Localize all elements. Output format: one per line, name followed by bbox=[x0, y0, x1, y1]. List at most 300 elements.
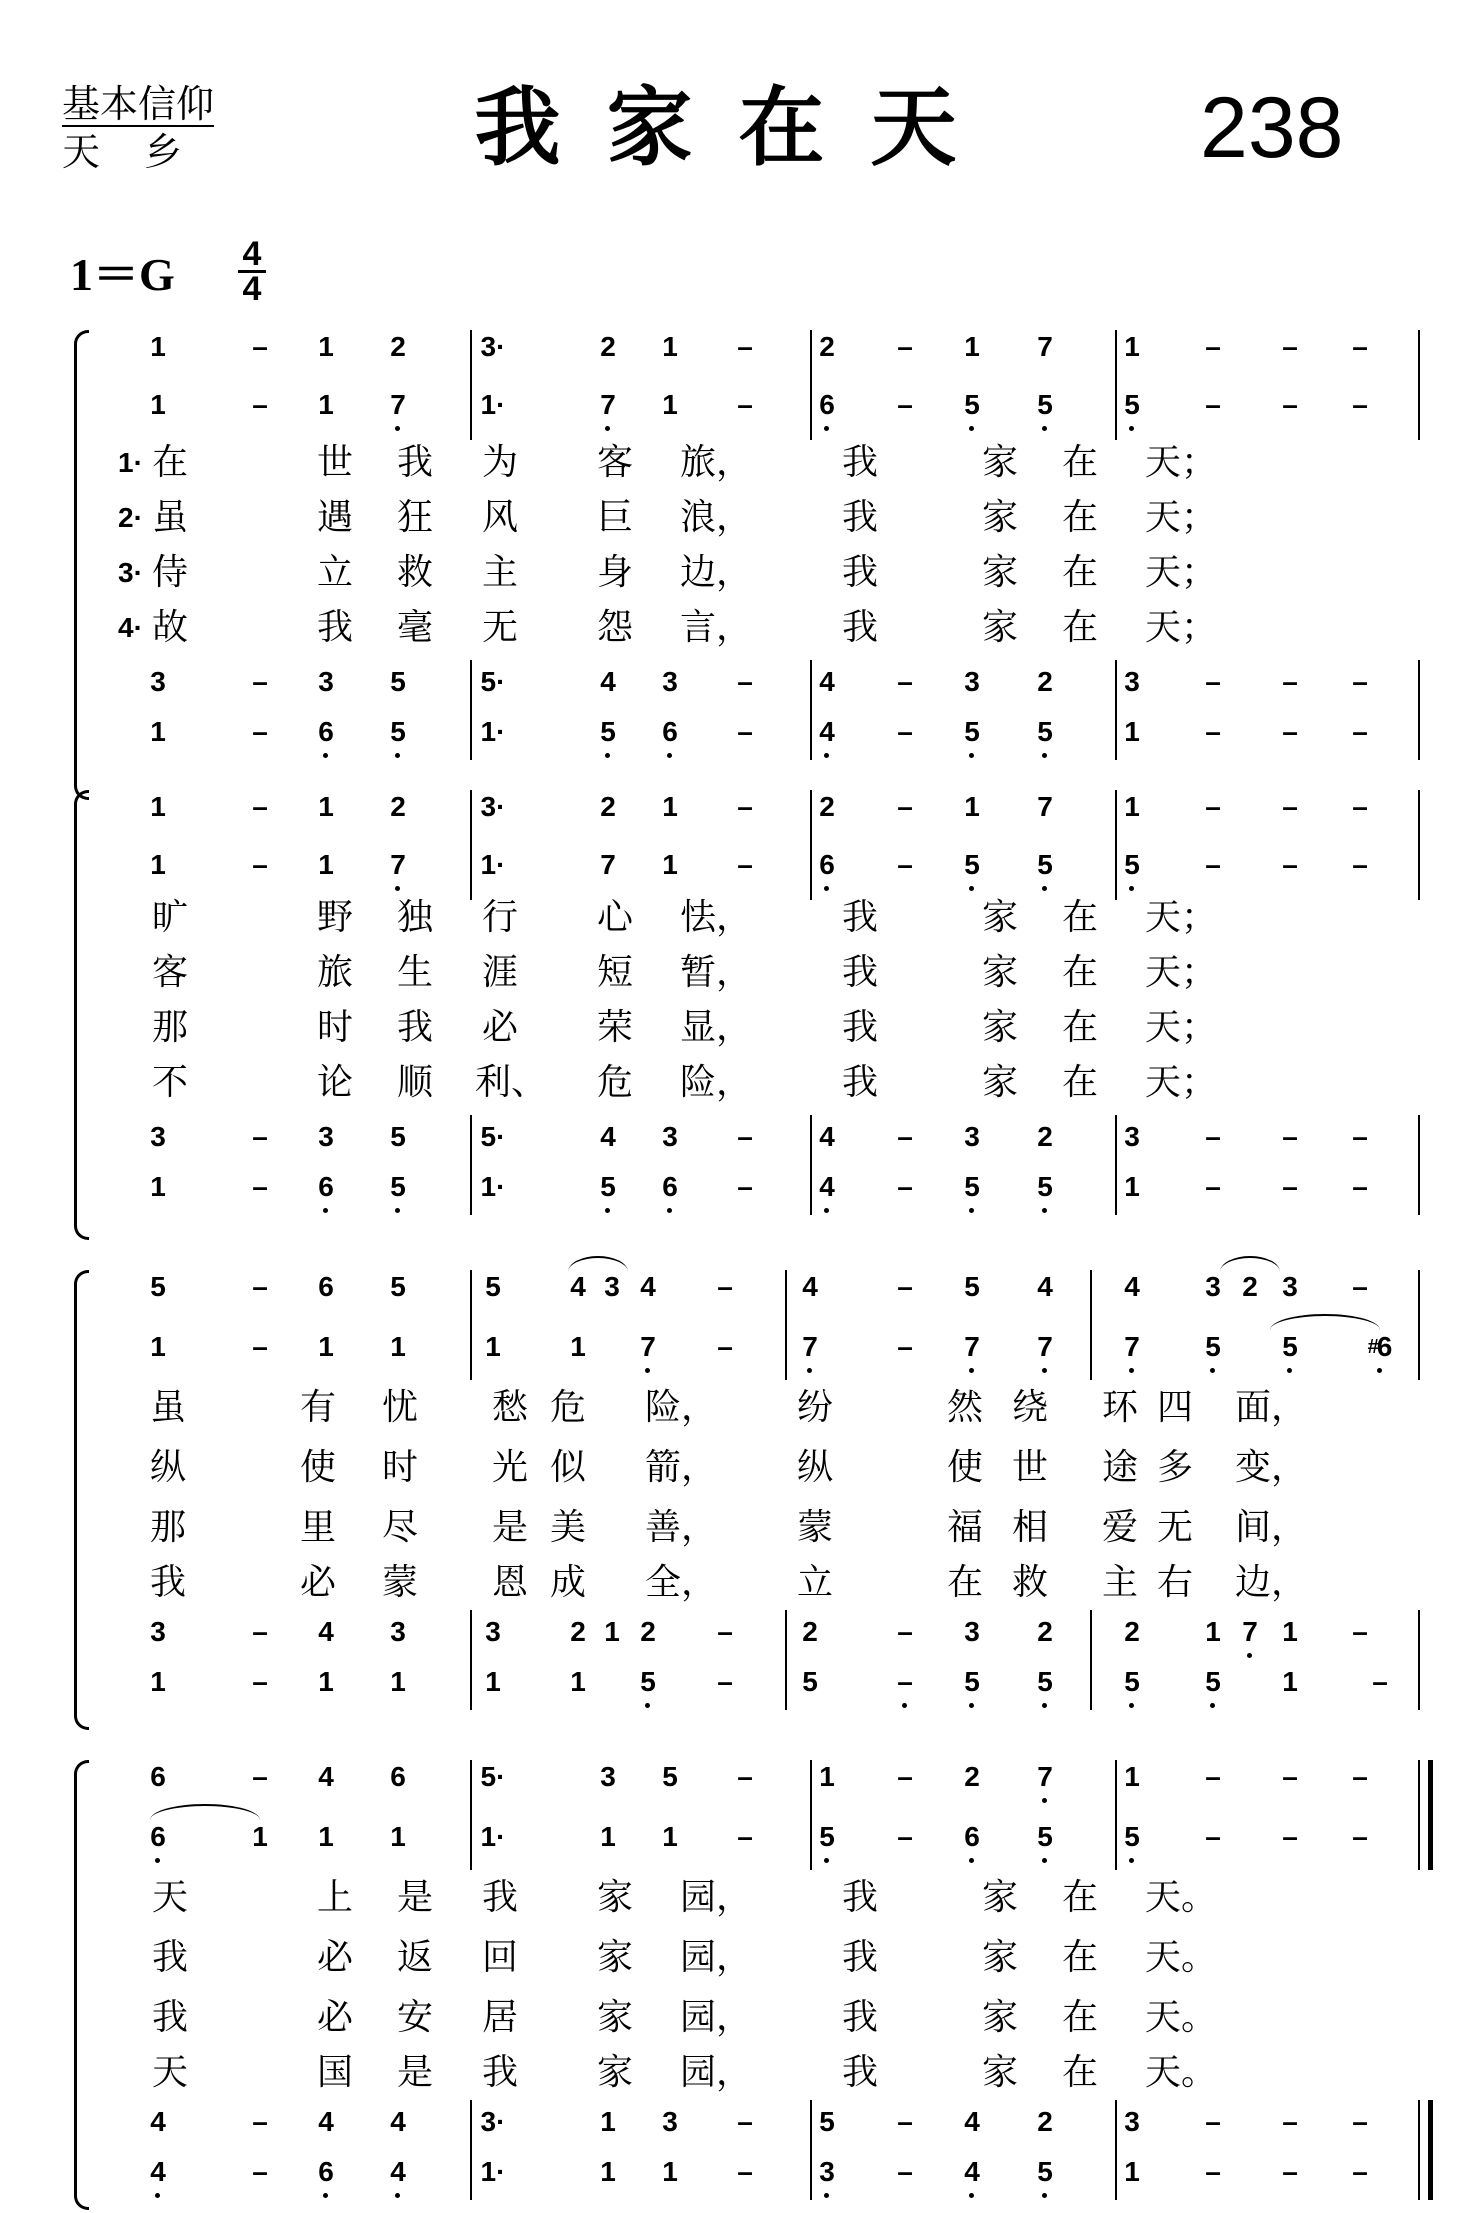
note: 7 bbox=[378, 388, 418, 422]
harmony-row-2 bbox=[0, 715, 1477, 755]
lyric-line-3 bbox=[0, 1995, 1477, 2045]
octave-dot bbox=[645, 1368, 650, 1373]
octave-dot bbox=[155, 2193, 160, 2198]
note: – bbox=[737, 2106, 753, 2137]
note: – bbox=[717, 1666, 733, 1697]
note: 1 bbox=[1124, 716, 1140, 747]
octave-dot bbox=[395, 2193, 400, 2198]
note: 6 bbox=[138, 1820, 178, 1854]
note: – bbox=[717, 1616, 733, 1647]
slur-mark bbox=[1270, 1314, 1380, 1330]
lyric-char: 成 bbox=[549, 1562, 586, 1603]
note: 5 bbox=[952, 715, 992, 749]
lyric-char: 天 bbox=[151, 2052, 188, 2093]
octave-dot bbox=[902, 1703, 907, 1708]
note: 1· bbox=[480, 1821, 506, 1852]
lyric-char: 必 bbox=[316, 1937, 353, 1978]
note: – bbox=[1205, 389, 1221, 420]
note: 1 bbox=[318, 1331, 334, 1362]
lyric-char: 我 bbox=[481, 1877, 518, 1918]
lyric-char: 我 bbox=[841, 1062, 878, 1103]
octave-dot bbox=[1042, 1703, 1047, 1708]
lyric-char: 生 bbox=[396, 952, 433, 993]
lyric-char: 似 bbox=[549, 1447, 586, 1488]
note: – bbox=[1282, 849, 1298, 880]
note: – bbox=[252, 791, 268, 822]
note: – bbox=[1352, 1271, 1368, 1302]
note: 1 bbox=[570, 1666, 586, 1697]
note: 1 bbox=[1282, 1666, 1298, 1697]
note: – bbox=[885, 1665, 925, 1699]
lyric-char: 主 bbox=[1101, 1562, 1138, 1603]
note: 1 bbox=[390, 1666, 406, 1697]
lyric-char: 在 bbox=[1061, 897, 1098, 938]
note: 4 bbox=[802, 1271, 818, 1302]
melody-row-2 bbox=[0, 848, 1477, 888]
note: 1 bbox=[1124, 2156, 1140, 2187]
note: 7 bbox=[1025, 1760, 1065, 1794]
note: 5 bbox=[150, 1271, 166, 1302]
lyric-char: 我 bbox=[841, 497, 878, 538]
lyric-char: 主 bbox=[481, 552, 518, 593]
lyric-char: 世 bbox=[316, 442, 353, 483]
lyric-line-2 bbox=[0, 950, 1477, 1000]
lyric-char: 故 bbox=[151, 607, 188, 648]
lyric-char: 家 bbox=[981, 1997, 1018, 2038]
melody-row-2 bbox=[0, 1330, 1477, 1370]
lyric-char: 遇 bbox=[316, 497, 353, 538]
lyric-char: 救 bbox=[396, 552, 433, 593]
note: – bbox=[737, 849, 753, 880]
verse-number: 4· bbox=[118, 612, 143, 643]
lyric-char: 立 bbox=[796, 1562, 833, 1603]
lyric-char: 不 bbox=[151, 1062, 188, 1103]
lyric-char: 在 bbox=[1061, 442, 1098, 483]
note: – bbox=[1352, 331, 1368, 362]
octave-dot bbox=[1129, 426, 1134, 431]
note: 5 bbox=[628, 1665, 668, 1699]
lyric-char: 全， bbox=[645, 1562, 718, 1603]
harmony-row-1 bbox=[0, 1615, 1477, 1655]
subcategory-text: 天乡 bbox=[62, 130, 227, 174]
lyric-char: 美 bbox=[549, 1507, 586, 1548]
note: – bbox=[1352, 716, 1368, 747]
lyric-char: 在 bbox=[1061, 2052, 1098, 2093]
note: 2 bbox=[802, 1616, 818, 1647]
lyric-char: 为 bbox=[481, 442, 518, 483]
lyric-char: 野 bbox=[316, 897, 353, 938]
lyric-char: 风 bbox=[481, 497, 518, 538]
lyric-char: 边， bbox=[680, 552, 753, 593]
octave-dot bbox=[1042, 1208, 1047, 1213]
lyric-line-4 bbox=[0, 2050, 1477, 2100]
verse-number: 1· bbox=[118, 447, 143, 478]
lyric-char: 天。 bbox=[1145, 1937, 1218, 1978]
lyric-char: 天 bbox=[151, 1877, 188, 1918]
octave-dot bbox=[1042, 1368, 1047, 1373]
octave-dot bbox=[969, 886, 974, 891]
note: 1 bbox=[600, 2156, 616, 2187]
note: 2 bbox=[600, 791, 616, 822]
note: 5 bbox=[819, 2106, 835, 2137]
note: – bbox=[737, 666, 753, 697]
note: 2 bbox=[1037, 666, 1053, 697]
melody-row-1 bbox=[0, 1760, 1477, 1800]
note: 2 bbox=[964, 1761, 980, 1792]
lyric-char: 天。 bbox=[1145, 1877, 1218, 1918]
lyric-char: 我 bbox=[841, 1877, 878, 1918]
note: 1 bbox=[318, 1666, 334, 1697]
note: 3 bbox=[964, 666, 980, 697]
lyric-char: 立 bbox=[316, 552, 353, 593]
harmony-row-2 bbox=[0, 1170, 1477, 1210]
lyric-char: 善， bbox=[645, 1507, 718, 1548]
lyric-line-3 bbox=[0, 550, 1477, 600]
note: 1 bbox=[1205, 1616, 1221, 1647]
note: 7 bbox=[1037, 331, 1053, 362]
note: 5 bbox=[390, 666, 406, 697]
note: – bbox=[1282, 1171, 1298, 1202]
note: 3 bbox=[1205, 1271, 1221, 1302]
meter-bottom: 4 bbox=[238, 270, 266, 305]
octave-dot bbox=[1042, 1798, 1047, 1803]
note: 1 bbox=[1124, 1761, 1140, 1792]
octave-dot bbox=[395, 426, 400, 431]
note: 5 bbox=[952, 848, 992, 882]
note: 1 bbox=[662, 389, 678, 420]
note: 7 bbox=[790, 1330, 830, 1364]
note: 1 bbox=[600, 2106, 616, 2137]
note: – bbox=[897, 1121, 913, 1152]
note: 5 bbox=[1025, 848, 1065, 882]
lyric-char: 间， bbox=[1235, 1507, 1308, 1548]
note: – bbox=[252, 2156, 268, 2187]
note: 1 bbox=[600, 1821, 616, 1852]
lyric-char: 时 bbox=[316, 1007, 353, 1048]
note: – bbox=[1205, 331, 1221, 362]
note: 6 bbox=[807, 848, 847, 882]
lyric-char: 我 bbox=[151, 1997, 188, 2038]
note: 5 bbox=[1112, 848, 1152, 882]
lyric-char: 我 bbox=[841, 607, 878, 648]
verse-number: 2· bbox=[118, 502, 143, 533]
harmony-row-1 bbox=[0, 1120, 1477, 1160]
note: 6 bbox=[306, 1170, 346, 1204]
lyric-line-1 bbox=[0, 895, 1477, 945]
lyric-char: 天。 bbox=[1145, 1997, 1218, 2038]
lyric-char: 天； bbox=[1145, 607, 1218, 648]
octave-dot bbox=[824, 1208, 829, 1213]
note: 1· bbox=[480, 716, 506, 747]
lyric-char: 在 bbox=[1061, 1997, 1098, 2038]
note: – bbox=[737, 1821, 753, 1852]
hymn-title: 我家在天 bbox=[474, 78, 1003, 178]
note: 5 bbox=[1025, 1665, 1065, 1699]
lyric-char: 在 bbox=[946, 1562, 983, 1603]
note: – bbox=[252, 666, 268, 697]
note: 7 bbox=[628, 1330, 668, 1364]
note: 1 bbox=[150, 791, 166, 822]
note: – bbox=[737, 1171, 753, 1202]
lyric-char: 光 bbox=[491, 1447, 528, 1488]
lyric-char: 家 bbox=[596, 1877, 633, 1918]
note: – bbox=[1352, 1171, 1368, 1202]
note: 3 bbox=[318, 666, 334, 697]
harmony-row-2 bbox=[0, 2155, 1477, 2195]
lyric-line-4 bbox=[0, 1560, 1477, 1610]
lyric-char: 无 bbox=[1156, 1507, 1193, 1548]
lyric-char: 蒙 bbox=[381, 1562, 418, 1603]
lyric-char: 绕 bbox=[1011, 1387, 1048, 1428]
octave-dot bbox=[969, 753, 974, 758]
note: 5 bbox=[1270, 1330, 1310, 1364]
lyric-line-1 bbox=[0, 1875, 1477, 1925]
system-3 bbox=[0, 1270, 1477, 1730]
lyric-char: 家 bbox=[981, 497, 1018, 538]
octave-dot bbox=[969, 426, 974, 431]
note: – bbox=[252, 1121, 268, 1152]
lyric-char: 我 bbox=[841, 1007, 878, 1048]
melody-row-1 bbox=[0, 790, 1477, 830]
octave-dot bbox=[1042, 886, 1047, 891]
lyric-char: 独 bbox=[396, 897, 433, 938]
octave-dot bbox=[155, 1858, 160, 1863]
lyric-char: 我 bbox=[149, 1562, 186, 1603]
octave-dot bbox=[1129, 1703, 1134, 1708]
note: 5 bbox=[390, 1271, 406, 1302]
note: – bbox=[1352, 1616, 1368, 1647]
note: 6 bbox=[306, 2155, 346, 2189]
note: – bbox=[737, 1761, 753, 1792]
note: 3 bbox=[150, 1121, 166, 1152]
lyric-char: 行 bbox=[481, 897, 518, 938]
lyric-char: 家 bbox=[981, 1877, 1018, 1918]
lyric-char: 家 bbox=[596, 1997, 633, 2038]
octave-dot bbox=[969, 1858, 974, 1863]
harmony-row-2 bbox=[0, 1665, 1477, 1705]
octave-dot bbox=[645, 1703, 650, 1708]
lyric-char: 家 bbox=[981, 1007, 1018, 1048]
slur-mark bbox=[1220, 1256, 1280, 1272]
note: – bbox=[1282, 1121, 1298, 1152]
note: 5 bbox=[485, 1271, 501, 1302]
harmony-row-1 bbox=[0, 2105, 1477, 2145]
lyric-char: 有 bbox=[299, 1387, 336, 1428]
hymn-number: 238 bbox=[1200, 80, 1344, 176]
lyric-char: 我 bbox=[841, 1937, 878, 1978]
note: 4 bbox=[570, 1271, 586, 1302]
lyric-char: 园， bbox=[680, 1997, 753, 2038]
note: – bbox=[252, 1666, 268, 1697]
lyric-char: 家 bbox=[596, 1937, 633, 1978]
note: – bbox=[1282, 716, 1298, 747]
note: 4 bbox=[1037, 1271, 1053, 1302]
lyric-char: 短 bbox=[596, 952, 633, 993]
lyric-char: 我 bbox=[841, 442, 878, 483]
note: 1 bbox=[485, 1666, 501, 1697]
note: 6 bbox=[306, 715, 346, 749]
lyric-char: 旷 bbox=[151, 897, 188, 938]
note: 6 bbox=[952, 1820, 992, 1854]
octave-dot bbox=[667, 1208, 672, 1213]
note: 3 bbox=[964, 1616, 980, 1647]
lyric-char: 回 bbox=[481, 1937, 518, 1978]
lyric-char: 途 bbox=[1101, 1447, 1138, 1488]
lyric-char: 蒙 bbox=[796, 1507, 833, 1548]
lyric-char: 那 bbox=[149, 1507, 186, 1548]
note: 2 bbox=[1037, 1616, 1053, 1647]
note: – bbox=[1282, 389, 1298, 420]
lyric-char: 身 bbox=[596, 552, 633, 593]
octave-dot bbox=[395, 753, 400, 758]
note: – bbox=[1352, 389, 1368, 420]
note: 4 bbox=[807, 715, 847, 749]
note: 4 bbox=[952, 2155, 992, 2189]
note: 2 bbox=[1124, 1616, 1140, 1647]
note: – bbox=[897, 1331, 913, 1362]
note: 7 bbox=[952, 1330, 992, 1364]
lyric-char: 天； bbox=[1145, 497, 1218, 538]
system-1 bbox=[0, 330, 1477, 800]
note: 3 bbox=[150, 1616, 166, 1647]
note: – bbox=[1205, 1121, 1221, 1152]
note: – bbox=[252, 1761, 268, 1792]
note: – bbox=[737, 2156, 753, 2187]
lyric-char: 危 bbox=[549, 1387, 586, 1428]
octave-dot bbox=[807, 1368, 812, 1373]
note: 6 bbox=[650, 715, 690, 749]
note: 7 bbox=[1112, 1330, 1152, 1364]
lyric-char: 我 bbox=[316, 607, 353, 648]
octave-dot bbox=[969, 2193, 974, 2198]
note: 1 bbox=[318, 1821, 334, 1852]
lyric-char: 在 bbox=[151, 442, 188, 483]
slur-mark bbox=[568, 1256, 628, 1272]
note: – bbox=[897, 1761, 913, 1792]
note: – bbox=[897, 2106, 913, 2137]
lyric-line-1 bbox=[0, 440, 1477, 490]
lyric-char: 我 bbox=[481, 2052, 518, 2093]
lyric-line-3 bbox=[0, 1505, 1477, 1555]
lyric-char: 是 bbox=[396, 2052, 433, 2093]
note: 1 bbox=[150, 389, 166, 420]
sharp-sign: # bbox=[1367, 1336, 1379, 1358]
lyric-char: 我 bbox=[841, 2052, 878, 2093]
lyric-line-4 bbox=[0, 1060, 1477, 1110]
lyric-char: 家 bbox=[981, 607, 1018, 648]
lyric-char: 是 bbox=[396, 1877, 433, 1918]
lyric-char: 家 bbox=[596, 2052, 633, 2093]
note: 3 bbox=[150, 666, 166, 697]
note: – bbox=[1352, 666, 1368, 697]
note: 5· bbox=[480, 666, 506, 697]
note: 3 bbox=[390, 1616, 406, 1647]
note: 1 bbox=[318, 331, 334, 362]
lyric-char: 我 bbox=[396, 1007, 433, 1048]
note: 5 bbox=[964, 1271, 980, 1302]
lyric-char: 时 bbox=[381, 1447, 418, 1488]
lyric-char: 纵 bbox=[796, 1447, 833, 1488]
note: 1 bbox=[662, 331, 678, 362]
note: 6 bbox=[390, 1761, 406, 1792]
note: 1 bbox=[570, 1331, 586, 1362]
note: 4 bbox=[819, 1121, 835, 1152]
note: 4 bbox=[390, 2106, 406, 2137]
note: 5· bbox=[480, 1761, 506, 1792]
octave-dot bbox=[395, 886, 400, 891]
note: – bbox=[1352, 1821, 1368, 1852]
lyric-char: 巨 bbox=[596, 497, 633, 538]
note: 1 bbox=[964, 791, 980, 822]
octave-dot bbox=[824, 753, 829, 758]
lyric-line-1 bbox=[0, 1385, 1477, 1435]
note: 2 bbox=[390, 331, 406, 362]
lyric-char: 世 bbox=[1011, 1447, 1048, 1488]
lyric-char: 纵 bbox=[149, 1447, 186, 1488]
note: – bbox=[1282, 331, 1298, 362]
octave-dot bbox=[323, 2193, 328, 2198]
lyric-char: 无 bbox=[481, 607, 518, 648]
lyric-char: 在 bbox=[1061, 1062, 1098, 1103]
note: 5 bbox=[662, 1761, 678, 1792]
melody-row-1 bbox=[0, 1270, 1477, 1310]
note: 1 bbox=[150, 849, 166, 880]
note: – bbox=[252, 1331, 268, 1362]
lyric-char: 天； bbox=[1145, 552, 1218, 593]
note: – bbox=[1205, 849, 1221, 880]
note: 1 bbox=[150, 331, 166, 362]
note: 1· bbox=[480, 389, 506, 420]
octave-dot bbox=[667, 753, 672, 758]
note: – bbox=[252, 2106, 268, 2137]
lyric-char: 天； bbox=[1145, 897, 1218, 938]
note bbox=[1360, 1330, 1400, 1364]
note: 1 bbox=[318, 791, 334, 822]
note: – bbox=[252, 1271, 268, 1302]
lyric-char: 返 bbox=[396, 1937, 433, 1978]
octave-dot bbox=[1129, 1858, 1134, 1863]
lyric-char: 我 bbox=[396, 442, 433, 483]
lyric-char: 必 bbox=[299, 1562, 336, 1603]
lyric-char: 那 bbox=[151, 1007, 188, 1048]
lyric-char: 怨 bbox=[596, 607, 633, 648]
lyric-char: 天； bbox=[1145, 952, 1218, 993]
lyric-char: 我 bbox=[841, 1997, 878, 2038]
note: 6 bbox=[150, 1761, 166, 1792]
note: 2 bbox=[390, 791, 406, 822]
verse-number: 3· bbox=[118, 557, 143, 588]
note: 1 bbox=[604, 1616, 620, 1647]
note: 7 bbox=[600, 849, 616, 880]
note: 1 bbox=[662, 849, 678, 880]
lyric-char: 虽 bbox=[149, 1387, 186, 1428]
lyric-char: 荣 bbox=[596, 1007, 633, 1048]
lyric-char: 园， bbox=[680, 1877, 753, 1918]
note: 5 bbox=[1025, 2155, 1065, 2189]
note: 3 bbox=[662, 2106, 678, 2137]
note: 5 bbox=[1193, 1330, 1233, 1364]
note: 1 bbox=[150, 716, 166, 747]
note: 4 bbox=[1124, 1271, 1140, 1302]
system-4 bbox=[0, 1760, 1477, 2210]
note: 3 bbox=[662, 1121, 678, 1152]
lyric-char: 旅 bbox=[316, 952, 353, 993]
note: 5 bbox=[952, 1170, 992, 1204]
note: 3 bbox=[1282, 1271, 1298, 1302]
note: – bbox=[1282, 1821, 1298, 1852]
note: 3 bbox=[1124, 666, 1140, 697]
note: – bbox=[1352, 1121, 1368, 1152]
